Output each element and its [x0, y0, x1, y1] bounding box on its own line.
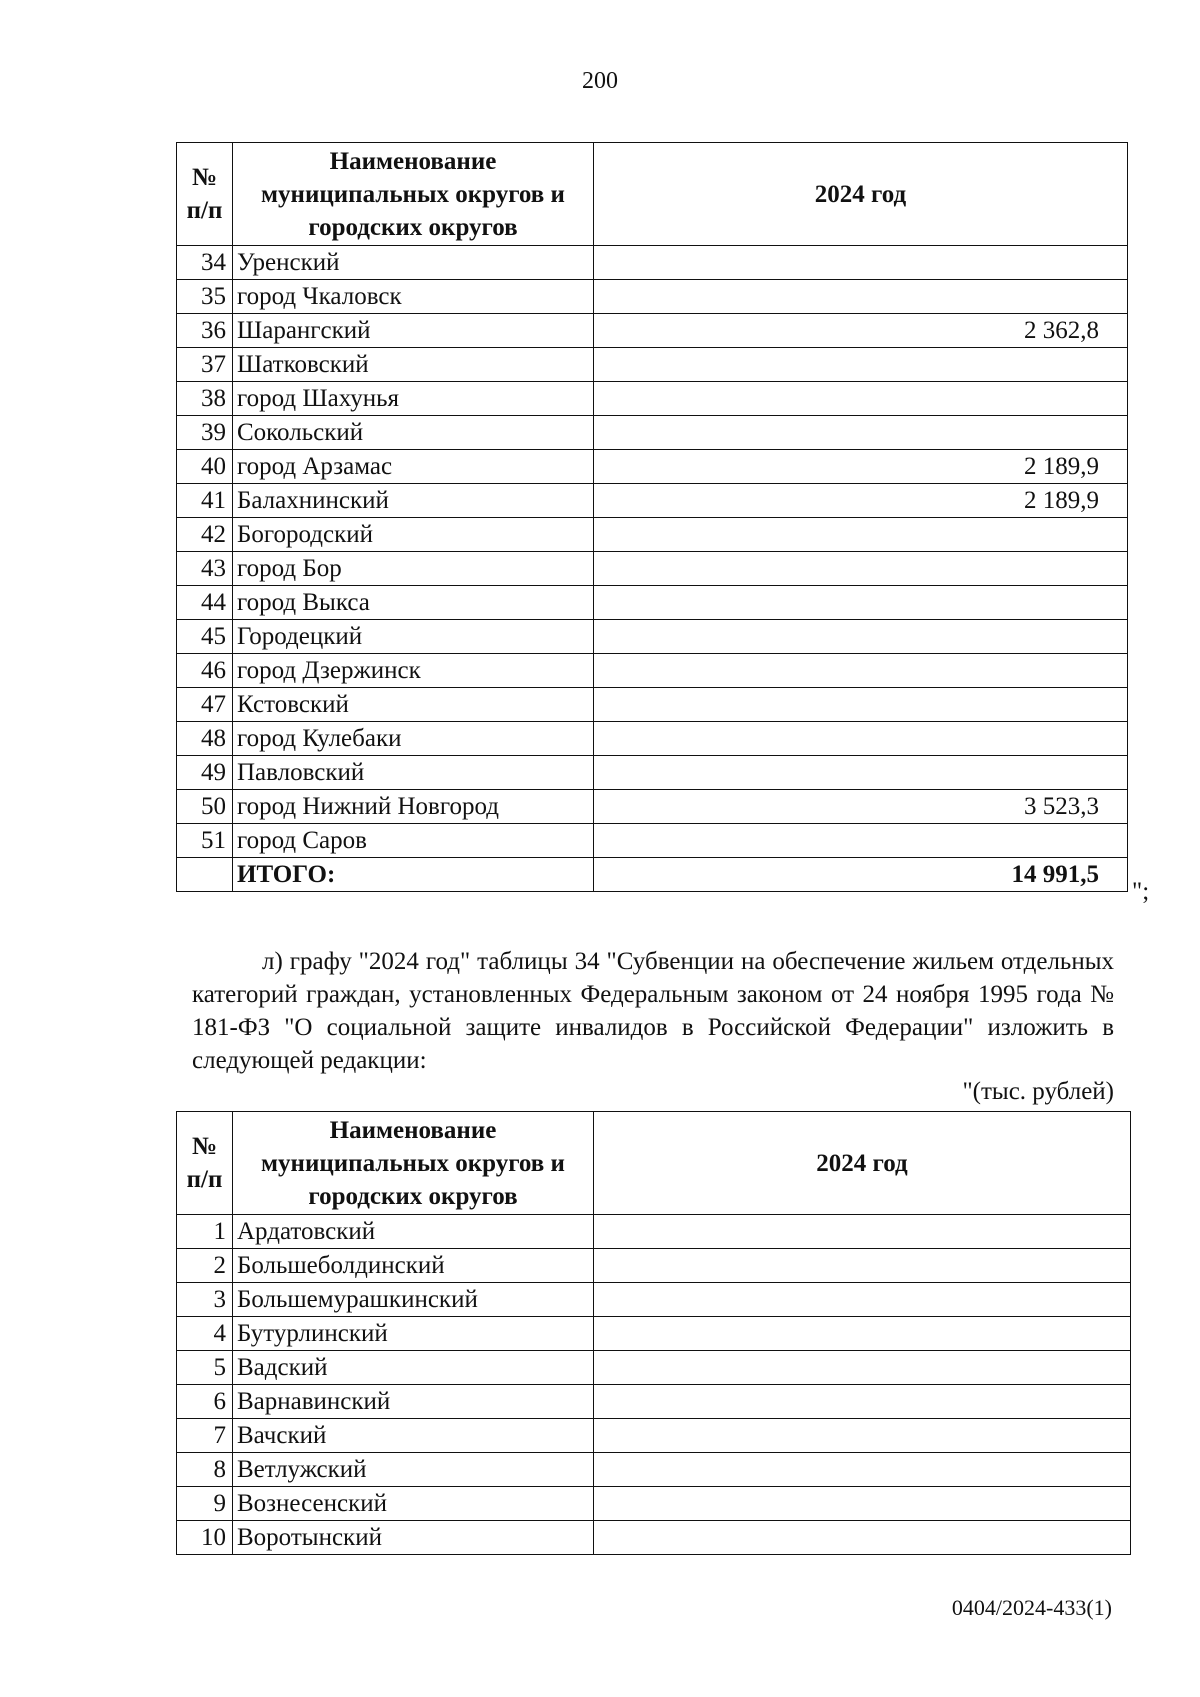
row-name: город Шахунья [233, 382, 594, 416]
table-row [177, 1385, 1131, 1419]
table-row [177, 314, 1128, 348]
table-row [177, 416, 1128, 450]
row-number: 7 [177, 1419, 233, 1453]
row-number: 36 [177, 314, 233, 348]
row-value [594, 518, 1128, 552]
table-row [177, 450, 1128, 484]
row-number: 4 [177, 1317, 233, 1351]
row-number: 42 [177, 518, 233, 552]
table-row [177, 518, 1128, 552]
row-name: город Чкаловск [233, 280, 594, 314]
row-name: город Кулебаки [233, 722, 594, 756]
row-value [594, 620, 1128, 654]
row-number: 50 [177, 790, 233, 824]
row-number: 39 [177, 416, 233, 450]
row-number: 46 [177, 654, 233, 688]
row-name: город Нижний Новгород [233, 790, 594, 824]
table-row [177, 1249, 1131, 1283]
row-value: 2 189,9 [594, 450, 1128, 484]
table-row [177, 1487, 1131, 1521]
row-value [594, 1487, 1131, 1521]
row-name: Балахнинский [233, 484, 594, 518]
row-name: Большемурашкинский [233, 1283, 594, 1317]
row-number: 43 [177, 552, 233, 586]
row-name: Вачский [233, 1419, 594, 1453]
table-row [177, 552, 1128, 586]
table-row [177, 1453, 1131, 1487]
row-name: Шатковский [233, 348, 594, 382]
row-name: Кстовский [233, 688, 594, 722]
row-value [594, 824, 1128, 858]
row-number: 6 [177, 1385, 233, 1419]
table-row [177, 280, 1128, 314]
table-row [177, 688, 1128, 722]
row-value [594, 280, 1128, 314]
row-value [594, 654, 1128, 688]
row-name: город Арзамас [233, 450, 594, 484]
row-name: город Выкса [233, 586, 594, 620]
total-value: 14 991,5 [594, 858, 1128, 892]
row-number: 51 [177, 824, 233, 858]
header-year: 2024 год [594, 143, 1128, 246]
row-value: 2 189,9 [594, 484, 1128, 518]
row-value [594, 688, 1128, 722]
table-row [177, 756, 1128, 790]
header-name: Наименование муниципальных округов и городских округов [233, 1112, 594, 1215]
unit-label: "(тыс. рублей) [962, 1078, 1114, 1105]
row-number: 45 [177, 620, 233, 654]
table-row [177, 484, 1128, 518]
row-number: 44 [177, 586, 233, 620]
row-name: Бутурлинский [233, 1317, 594, 1351]
row-name: Воротынский [233, 1521, 594, 1555]
header-number: № п/п [177, 143, 233, 246]
row-value [594, 1317, 1131, 1351]
row-name: Ардатовский [233, 1215, 594, 1249]
row-value [594, 722, 1128, 756]
row-name: Шарангский [233, 314, 594, 348]
row-value [594, 416, 1128, 450]
row-name: Городецкий [233, 620, 594, 654]
row-value: 2 362,8 [594, 314, 1128, 348]
total-row [177, 858, 1128, 892]
total-label: ИТОГО: [233, 858, 594, 892]
row-number: 1 [177, 1215, 233, 1249]
row-number: 10 [177, 1521, 233, 1555]
row-number: 2 [177, 1249, 233, 1283]
row-value [594, 246, 1128, 280]
row-value [594, 1521, 1131, 1555]
row-number: 34 [177, 246, 233, 280]
header-name: Наименование муниципальных округов и городских округов [233, 143, 594, 246]
row-number: 5 [177, 1351, 233, 1385]
row-number: 37 [177, 348, 233, 382]
table-row [177, 586, 1128, 620]
row-number: 9 [177, 1487, 233, 1521]
row-value [594, 1215, 1131, 1249]
table-row [177, 1521, 1131, 1555]
row-number: 40 [177, 450, 233, 484]
amendment-paragraph: л) графу "2024 год" таблицы 34 "Субвенции на обеспечение жильем отдельных категорий граждан, установленных Федеральным законом от 24 ноября 1995 года № 181-ФЗ "О социальной защите инвалидов в Российской Федерации" изложить в следующей редакции: [192, 948, 1114, 1074]
table-row [177, 1419, 1131, 1453]
row-number: 47 [177, 688, 233, 722]
row-name: Вознесенский [233, 1487, 594, 1521]
row-name: Богородский [233, 518, 594, 552]
row-name: Большеболдинский [233, 1249, 594, 1283]
row-value [594, 552, 1128, 586]
table-row [177, 620, 1128, 654]
table-row [177, 654, 1128, 688]
row-number: 3 [177, 1283, 233, 1317]
row-value [594, 1249, 1131, 1283]
row-number: 48 [177, 722, 233, 756]
table-row [177, 348, 1128, 382]
row-name: город Дзержинск [233, 654, 594, 688]
row-number: 49 [177, 756, 233, 790]
table-housing-subventions [176, 1111, 1131, 1555]
table-allocations-part [176, 142, 1128, 892]
row-name: Вадский [233, 1351, 594, 1385]
table-row [177, 824, 1128, 858]
row-value: 3 523,3 [594, 790, 1128, 824]
header-number: № п/п [177, 1112, 233, 1215]
row-number: 38 [177, 382, 233, 416]
table-row [177, 790, 1128, 824]
row-name: Ветлужский [233, 1453, 594, 1487]
row-name: город Бор [233, 552, 594, 586]
row-number: 41 [177, 484, 233, 518]
row-name: Варнавинский [233, 1385, 594, 1419]
table-row [177, 722, 1128, 756]
row-number: 35 [177, 280, 233, 314]
table-row [177, 1283, 1131, 1317]
row-value [594, 382, 1128, 416]
table-row [177, 1351, 1131, 1385]
row-value [594, 1283, 1131, 1317]
row-value [594, 1453, 1131, 1487]
header-year: 2024 год [594, 1112, 1131, 1215]
row-value [594, 1385, 1131, 1419]
row-name: город Саров [233, 824, 594, 858]
row-value [594, 756, 1128, 790]
row-name: Павловский [233, 756, 594, 790]
table-row [177, 1215, 1131, 1249]
row-value [594, 1351, 1131, 1385]
row-value [594, 586, 1128, 620]
table-row [177, 246, 1128, 280]
closing-quote: "; [1132, 878, 1150, 905]
row-value [594, 1419, 1131, 1453]
row-name: Сокольский [233, 416, 594, 450]
table-row [177, 1317, 1131, 1351]
table-row [177, 382, 1128, 416]
document-code: 0404/2024-433(1) [951, 1595, 1112, 1620]
page-number: 200 [582, 68, 618, 94]
row-number: 8 [177, 1453, 233, 1487]
row-name: Уренский [233, 246, 594, 280]
row-value [594, 348, 1128, 382]
